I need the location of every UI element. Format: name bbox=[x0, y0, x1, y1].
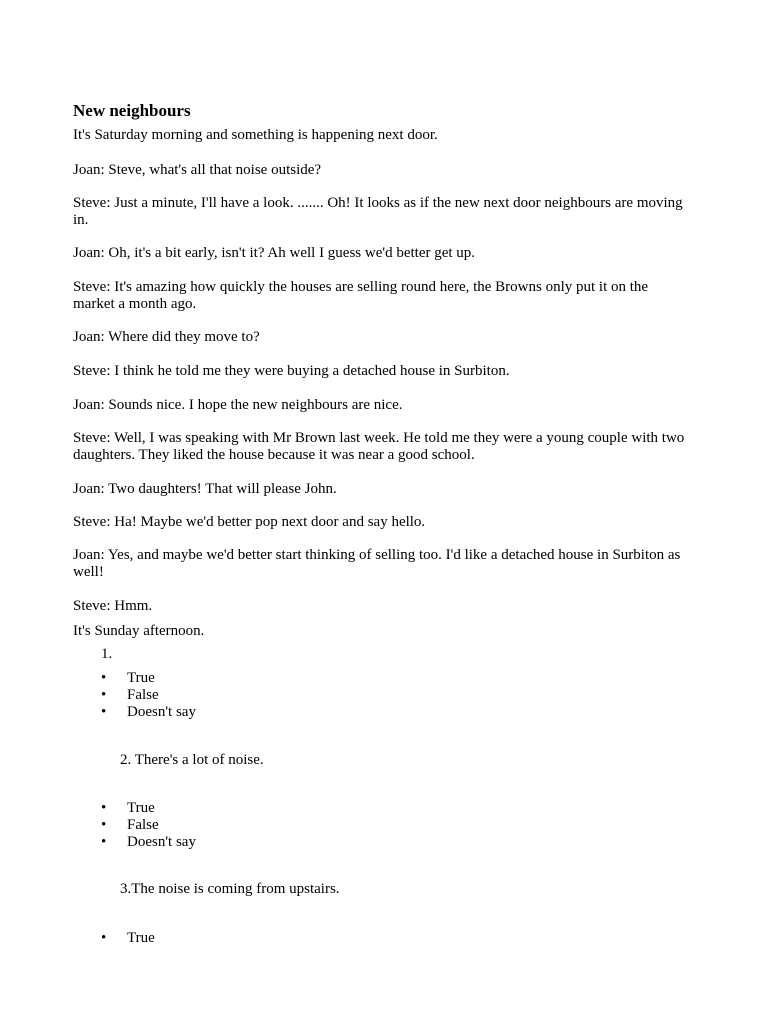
dialogue-line: Steve: Well, I was speaking with Mr Brown last week. He told me they were a young couple with two daughters. They liked the house because it was near a good school. bbox=[73, 430, 685, 463]
dialogue-line: Joan: Sounds nice. I hope the new neighbours are nice. bbox=[73, 397, 403, 413]
option-label: True bbox=[127, 930, 155, 946]
intro-paragraph: It's Saturday morning and something is happening next door. bbox=[73, 127, 438, 143]
dialogue-line: Joan: Yes, and maybe we'd better start thinking of selling too. I'd like a detached house in Surbiton as well! bbox=[73, 547, 681, 580]
dialogue-line: Steve: It's amazing how quickly the houses are selling round here, the Browns only put it on the market a month ago. bbox=[73, 279, 649, 312]
dialogue-line: Joan: Steve, what's all that noise outside? bbox=[73, 162, 322, 178]
option-doesnt-say[interactable] bbox=[101, 704, 196, 721]
option-false[interactable] bbox=[101, 817, 196, 834]
bullet-icon: • bbox=[101, 687, 107, 703]
bullet-icon: • bbox=[101, 800, 107, 816]
option-label: False bbox=[127, 817, 159, 833]
option-true[interactable] bbox=[101, 800, 196, 817]
closing-paragraph: It's Sunday afternoon. bbox=[73, 623, 205, 639]
option-label: True bbox=[127, 800, 155, 816]
dialogue-line: Joan: Oh, it's a bit early, isn't it? Ah well I guess we'd better get up. bbox=[73, 245, 476, 261]
bullet-icon: • bbox=[101, 817, 107, 833]
dialogue-line: Joan: Where did they move to? bbox=[73, 329, 260, 345]
dialogue-line: Steve: Ha! Maybe we'd better pop next door and say hello. bbox=[73, 514, 426, 530]
option-doesnt-say[interactable] bbox=[101, 834, 196, 851]
option-label: Doesn't say bbox=[127, 704, 196, 720]
bullet-icon: • bbox=[101, 930, 107, 946]
question-1-number: 1. bbox=[101, 646, 113, 662]
page-title: New neighbours bbox=[73, 101, 191, 120]
dialogue-line: Steve: Hmm. bbox=[73, 598, 153, 614]
bullet-icon: • bbox=[101, 704, 107, 720]
question-3-text: 3.The noise is coming from upstairs. bbox=[120, 881, 340, 897]
question-1-options bbox=[101, 670, 196, 721]
question-2-options bbox=[101, 800, 196, 851]
option-true[interactable] bbox=[101, 670, 196, 687]
dialogue-line: Steve: I think he told me they were buying a detached house in Surbiton. bbox=[73, 363, 510, 379]
dialogue-line: Joan: Two daughters! That will please John. bbox=[73, 481, 337, 497]
dialogue-line: Steve: Just a minute, I'll have a look. ....... Oh! It looks as if the new next door neighbours are moving in. bbox=[73, 195, 683, 228]
question-2-text: 2. There's a lot of noise. bbox=[120, 752, 264, 768]
option-label: True bbox=[127, 670, 155, 686]
option-label: False bbox=[127, 687, 159, 703]
option-true[interactable] bbox=[101, 930, 155, 947]
question-3-options bbox=[101, 930, 155, 947]
bullet-icon: • bbox=[101, 670, 107, 686]
option-false[interactable] bbox=[101, 687, 196, 704]
bullet-icon: • bbox=[101, 834, 107, 850]
option-label: Doesn't say bbox=[127, 834, 196, 850]
